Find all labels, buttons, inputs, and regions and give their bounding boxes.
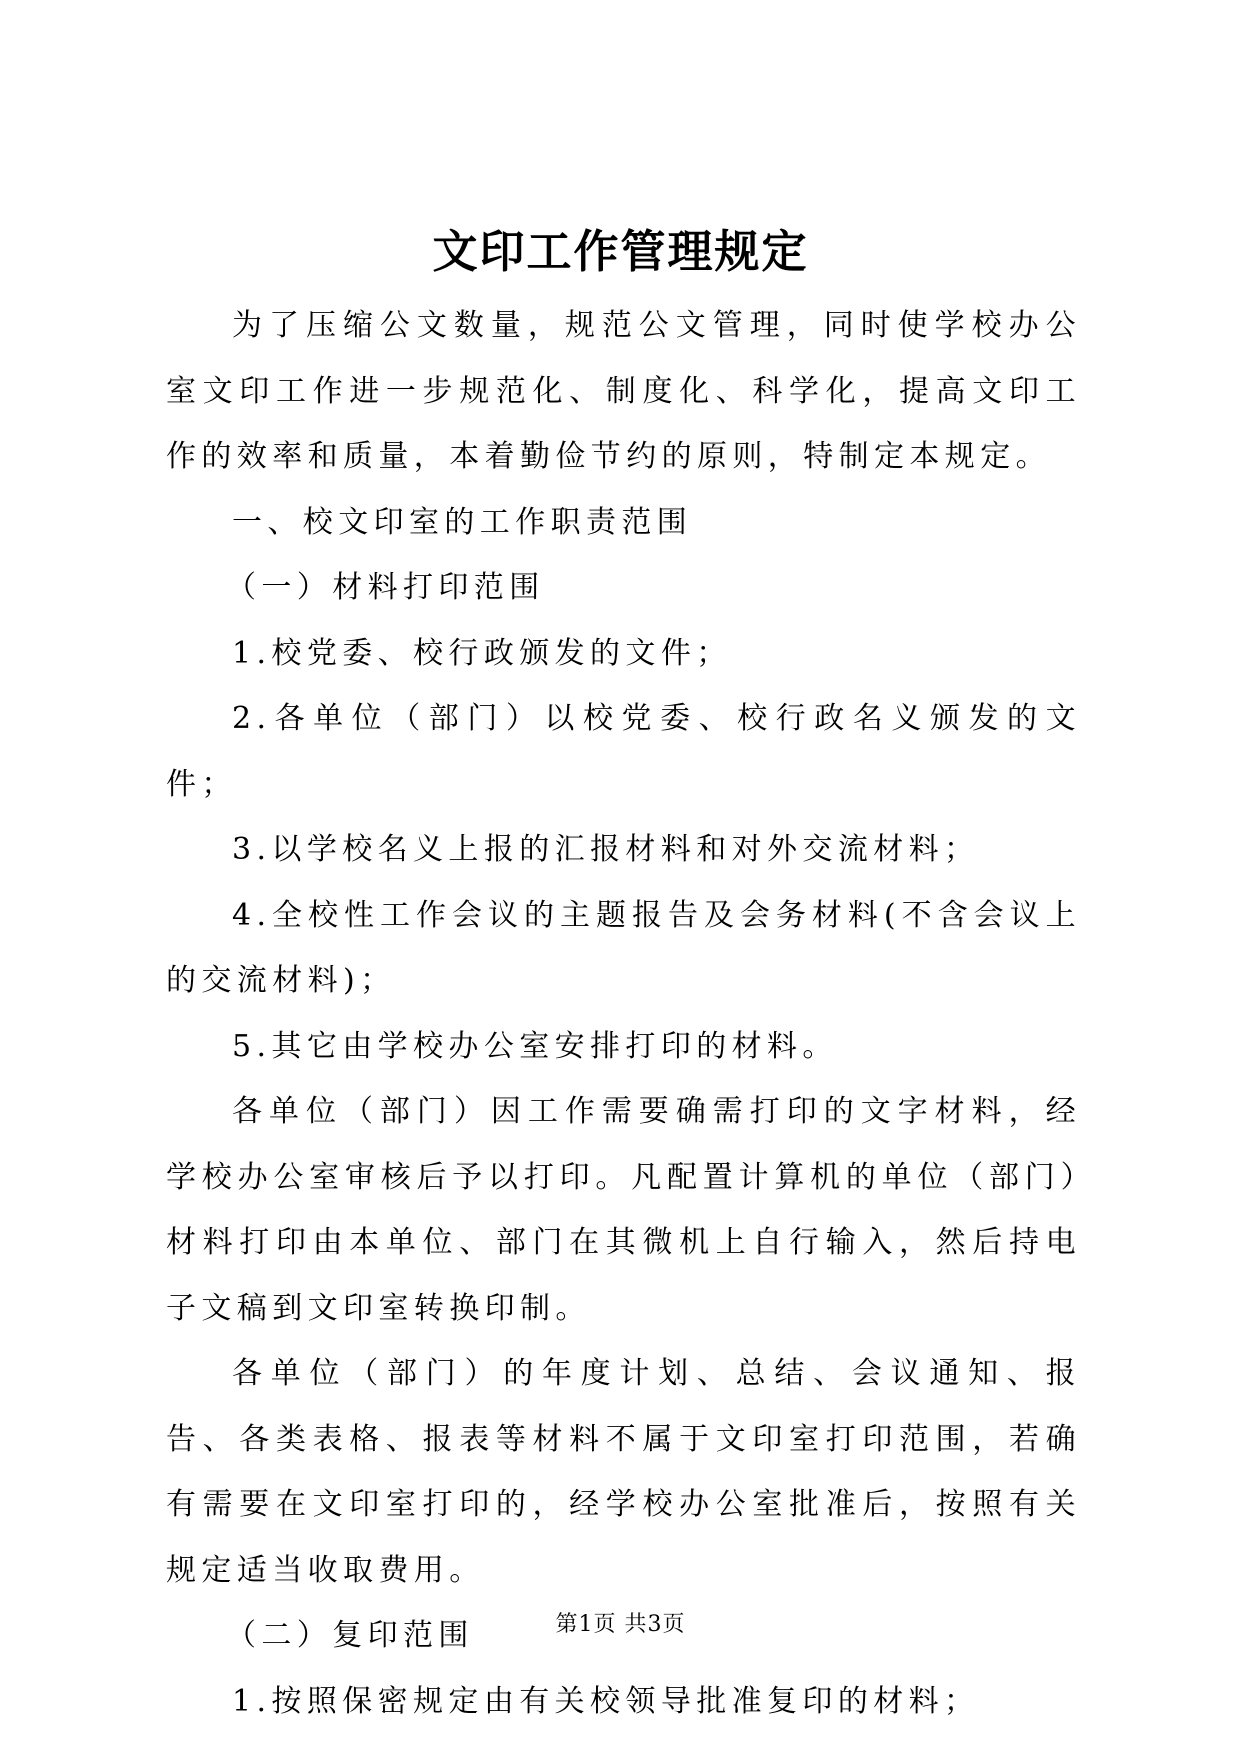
list-item-print-4: 4.全校性工作会议的主题报告及会务材料(不含会议上的交流材料)；: [166, 897, 1081, 998]
list-item-print-1: 1.校党委、校行政颁发的文件；: [232, 635, 732, 671]
subsection-heading-copy: （二）复印范围: [226, 1618, 474, 1653]
intro-paragraph: 为了压缩公文数量，规范公文管理，同时使学校办公室文印工作进一步规范化、制度化、科学化，提高文印工作的效率和质量，本着勤俭节约的原则，特制定本规定。: [166, 308, 1081, 474]
print-approval-paragraph: 各单位（部门）因工作需要确需打印的文字材料，经学校办公室审核后予以打印。凡配置计算机的单位（部门）材料打印由本单位、部门在其微机上自行输入，然后持电子文稿到文印室转换印制。: [166, 1094, 1081, 1326]
list-item-copy-1: 1.按照保密规定由有关校领导批准复印的材料；: [232, 1683, 980, 1719]
document-body: [166, 293, 1081, 1734]
document-title: 文印工作管理规定: [432, 225, 809, 278]
page-footer: 第1页 共3页: [555, 1612, 686, 1637]
list-item-print-2: 2.各单位（部门）以校党委、校行政名义颁发的文件；: [166, 701, 1081, 802]
subsection-heading-print: （一）材料打印范围: [226, 570, 545, 605]
list-item-print-3: 3.以学校名义上报的汇报材料和对外交流材料；: [232, 832, 980, 867]
section-heading-1: 一、校文印室的工作职责范围: [232, 504, 693, 540]
print-exclusion-paragraph: 各单位（部门）的年度计划、总结、会议通知、报告、各类表格、报表等材料不属于文印室打印范围，若确有需要在文印室打印的，经学校办公室批准后，按照有关规定适当收取费用。: [166, 1356, 1081, 1588]
list-item-print-5: 5.其它由学校办公室安排打印的材料。: [232, 1028, 838, 1064]
